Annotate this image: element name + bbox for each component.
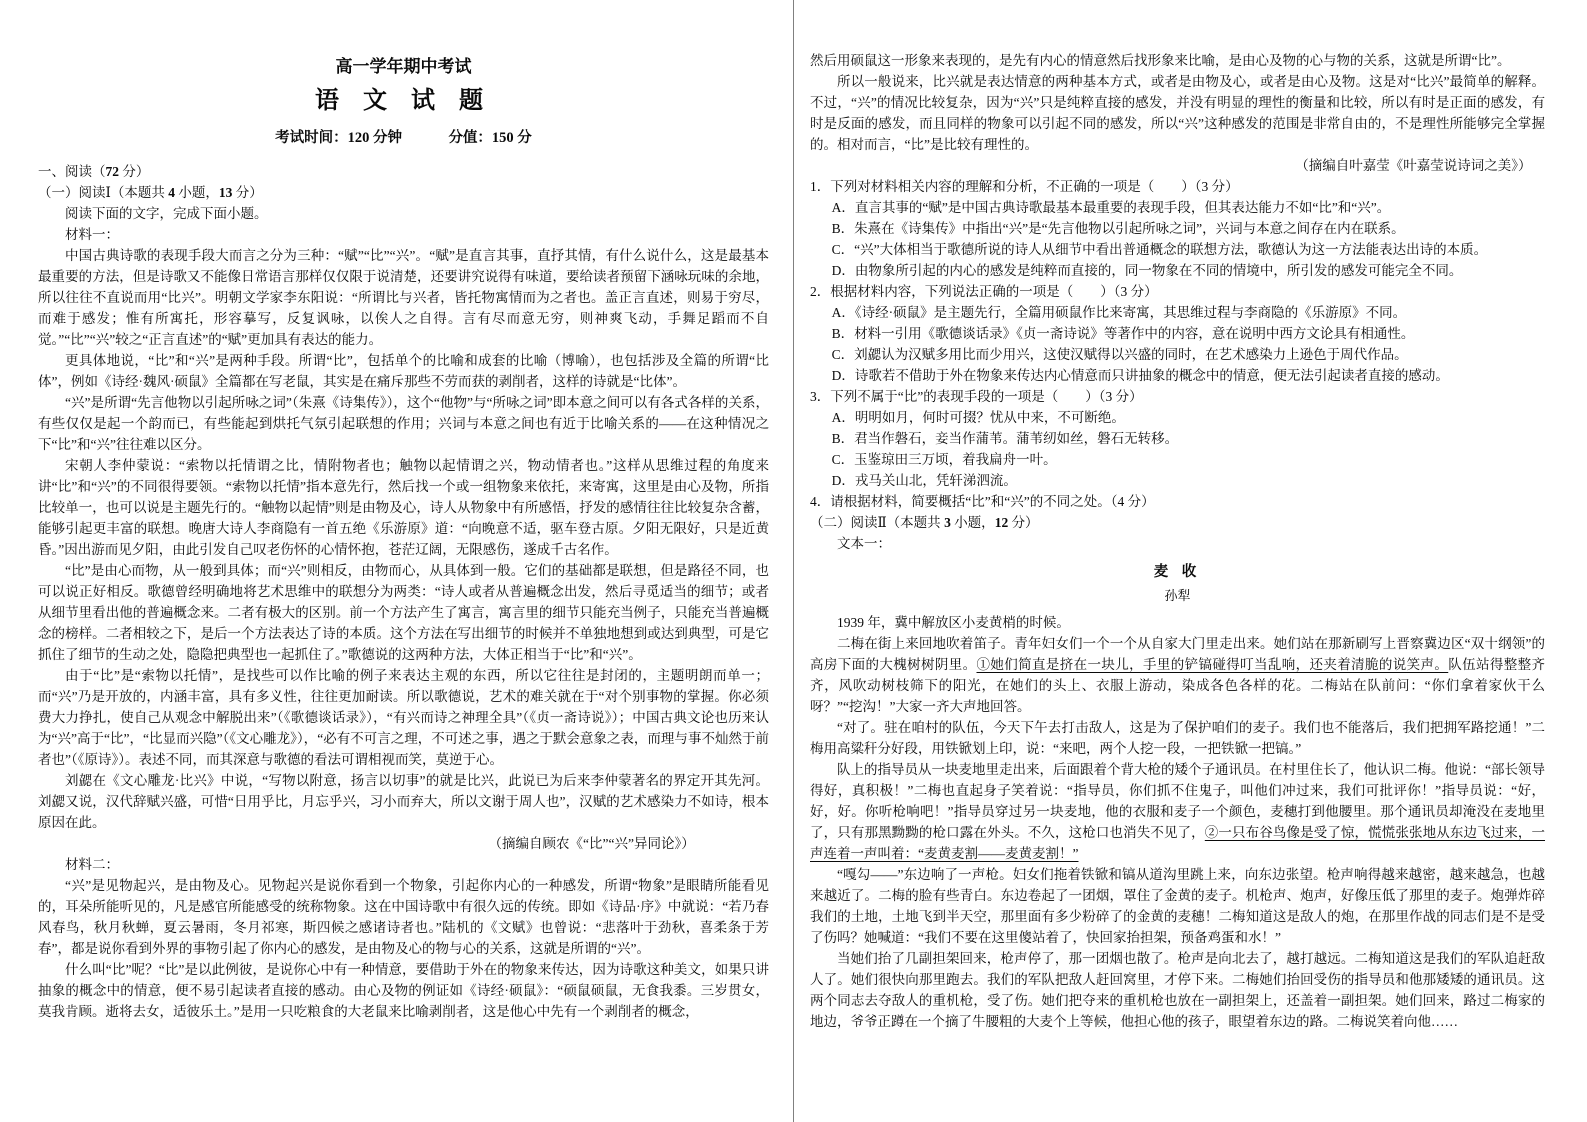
- option: A．《诗经·硕鼠》是主题先行，全篇用硕鼠作比来寄寓，其思维过程与李商隐的《乐游原》不同。: [831, 305, 1407, 320]
- question: 2．根据材料内容，下列说法正确的一项是（ ）（3 分）: [810, 284, 1158, 299]
- right-column: [793, 0, 1587, 1122]
- text-segment: 分）: [119, 164, 150, 179]
- paragraph: [810, 633, 1545, 717]
- source-attribution: （摘编自顾农《“比”“兴”异同论》）: [488, 836, 695, 851]
- option: C．“兴”大体相当于歌德所说的诗人从细节中看出普通概念的联想方法，歌德认为这一方法能表达出诗的本质。: [831, 242, 1488, 257]
- left-column-content: [38, 161, 769, 1022]
- paragraph: 刘勰在《文心雕龙·比兴》中说，“写物以附意，扬言以切事”的就是比兴，此说已为后来李仲蒙著名的界定开其先河。刘勰又说，汉代辞赋兴盛，可惜“日用乎比，月忘乎兴，习小而弃大，所以文谢于周人也”，汉赋的艺术感染力不如诗，根本原因在此。: [38, 773, 769, 830]
- text-segment: （二）阅读Ⅱ（本题共: [810, 515, 945, 530]
- bold-number: 72: [105, 164, 119, 179]
- instruction: 阅读下面的文字，完成下面小题。: [65, 206, 268, 221]
- text-segment: 分）: [1008, 515, 1039, 530]
- text-segment: （一）阅读Ⅰ（本题共: [38, 185, 169, 200]
- paragraph: 由于“比”是“索物以托情”，是找些可以作比喻的例子来表达主观的东西，所以它往往是封闭的，主题明朗而单一；而“兴”乃是开放的，内涵丰富，具有多义性，往往更加耐读。所以歌德说，艺术的难关就在于“对个别事物的掌握。你必须费大力挣扎，使自己从观念中解脱出来”（《歌德谈话录》），“有兴而诗之神理全具”（《贞一斋诗说》）；中国古典文论也历来认为“兴”高于“比”，“比显而兴隐”（《文心雕龙》），“必有不可言之理，不可述之事，遇之于默会意象之表，而理与事不灿然于前者也”（《原诗》）。表述不同，而其深意与歌德的看法可谓相视而笑，莫逆于心。: [38, 668, 769, 767]
- paragraph-continuation: 然后用硕鼠这一形象来表现的，是先有内心的情意然后找形象来比喻，是由心及物的心与物的关系，这就是所谓“比”。: [810, 53, 1511, 68]
- text-segment: 小题，: [174, 185, 219, 200]
- question: 3．下列不属于“比”的表现手段的一项是（ ）（3 分）: [810, 389, 1143, 404]
- text-segment: 队上的指导员从一块麦地里走出来，后面跟着个背大枪的矮个子通讯员。在村里住长了，他认识二梅。他说：“部长领导得好，真积极！”二梅也直起身子笑着说：“指导员，你们抓不住鬼子，叫他们冲过来，我们可批评你！”指导员说：“好，好，好。你听枪响吧！”指导员穿过另一块麦地，他的衣服和麦子一个颜色，麦穗打到他腰里。那个通讯员却淹没在麦地里了，只有那黑黝黝的枪口露在外头。不久，这枪口也消失不见了，: [810, 762, 1545, 840]
- exam-session-title: 高一学年期中考试: [335, 57, 472, 76]
- paragraph: 宋朝人李仲蒙说：“索物以托情谓之比，情附物者也；触物以起情谓之兴，物动情者也。”这样从思维过程的角度来讲“比”和“兴”的不同很得要领。“索物以托情”指本意先行，然后找一个或一组物象来依托，来寄寓，这里是由心及物，所指比较单一，也可以说是主题先行的。“触物以起情”则是由物及心，诗人从物象中有所感悟，抒发的感情往往比较复杂含蓄，能够引起更丰富的联想。晚唐大诗人李商隐有一首五绝《乐游原》道：“向晚意不适，驱车登古原。夕阳无限好，只是近黄昏。”因出游而见夕阳，由此引发自己叹老伤怀的心情怀抱，苍茫辽阔，无限感伤，遂成千古名作。: [38, 458, 769, 557]
- paragraph: 什么叫“比”呢？“比”是以此例彼，是说你心中有一种情意，要借助于外在的物象来传达，因为诗歌这种美文，如果只讲抽象的概念中的情意，便不易引起读者直接的感动。由心及物的例证如《诗经·硕鼠》：“硕鼠硕鼠，无食我黍。三岁贯女，莫我肯顾。逝将去女，适彼乐土。”是用一只吃粮食的大老鼠来比喻剥削者，这是他心中先有一个剥削者的概念，: [38, 962, 769, 1019]
- underlined-sentence: ①她们简直是挤在一块儿，手里的铲镐碰得叮当乱响，还夹着清脆的说笑声。: [976, 657, 1449, 672]
- text-segment: 分）: [232, 185, 263, 200]
- text-segment: 小题，: [950, 515, 995, 530]
- option: A．明明如月，何时可掇？忧从中来，不可断绝。: [831, 410, 1125, 425]
- paragraph: “嘎勾——”东边响了一声枪。妇女们拖着铁锨和镐从道沟里跳上来，向东边张望。枪声响得越来越密，越来越急，也越来越近了。二梅的脸有些青白。东边卷起了一团烟，罩住了金黄的麦子。机枪声、炮声，好像压低了那里的麦子。炮弹炸碎我们的土地，土地飞到半天空，那里面有多少粉碎了的金黄的麦穗！二梅知道这是敌人的炮，在那里作战的同志们是不是受了伤吗？她喊道：“我们不要在这里傻站着了，快回家抬担架，预备鸡蛋和水！”: [810, 867, 1545, 945]
- option: B．材料一引用《歌德谈话录》《贞一斋诗说》等著作中的内容，意在说明中西方文论具有相通性。: [831, 326, 1415, 341]
- source-attribution: （摘编自叶嘉莹《叶嘉莹说诗词之美》）: [1295, 158, 1532, 173]
- bold-number: 13: [218, 185, 233, 200]
- option: D．诗歌若不借助于外在物象来传达内心情意而只讲抽象的概念中的情意，便无法引起读者直接的感动。: [831, 368, 1449, 383]
- subsection-heading: [38, 182, 769, 203]
- option: D．戎马关山北，凭轩涕泗流。: [831, 473, 1017, 488]
- paragraph: 中国古典诗歌的表现手段大而言之分为三种：“赋”“比”“兴”。“赋”是直言其事，直抒其情，有什么说什么，这是最基本最重要的方法，但是诗歌又不能像日常语言那样仅仅限于说清楚，还要讲究说得有味道，要给读者预留下涵咏玩味的余地，所以往往不直说而用“比兴”。明朝文学家李东阳说：“所谓比与兴者，皆托物寓情而为之者也。盖正言直述，则易于穷尽，而难于感发；惟有所寓托，形容摹写，反复讽咏，以俟人之自得。言有尽而意无穷，则神爽飞动，手舞足蹈而不自觉。”“比”“兴”较之“正言直述”的“赋”更加具有表达的能力。: [38, 248, 769, 347]
- material-label: 材料二：: [65, 857, 119, 872]
- option: A．直言其事的“赋”是中国古典诗歌最基本最重要的表现手段，但其表达能力不如“比”和“兴”。: [831, 200, 1391, 215]
- text-title: 麦 收: [1153, 564, 1202, 580]
- underlined-sentence: ②一只布谷鸟像是受了惊，慌慌张张地从东边飞过来，一声连着一声叫着：“麦黄麦割——麦黄麦割！”: [810, 825, 1546, 861]
- paragraph: “比”是由心而物，从一般到具体；而“兴”则相反，由物而心，从具体到一般。它们的基础都是联想，但是路径不同，也可以说正好相反。歌德曾经明确地将艺术思维中的联想分为两类：“诗人或者从普遍概念出发，然后寻觅适当的细节；或者从细节里看出他的普遍概念来。二者有极大的区别。前一个方法产生了寓言，寓言里的细节只能充当例子，只能充当普遍概念的榜样。二者相较之下，是后一个方法表达了诗的本质。这个方法在写出细节的时候并不单独地想到或达到典型，可是它抓住了细节的生动之处，隐隐把典型也一起抓住了。”歌德说的这两种方法，大体正相当于“比”和“兴”。: [38, 563, 769, 662]
- left-column: [0, 0, 793, 1122]
- paragraph: 当她们抬了几副担架回来，枪声停了，那一团烟也散了。枪声是向北去了，越打越远。二梅知道这是我们的军队追赶敌人了。她们很快向那里跑去。我们的军队把敌人赶回窝里，才停下来。二梅她们抬回受伤的指导员和他那矮矮的通讯员。这两个同志去夺敌人的重机枪，受了伤。她们把夺来的重机枪也放在一副担架上，还盖着一副担架。她们回来，路过二梅家的地边，爷爷正蹲在一个摘了牛腰粗的大麦个上等候，他担心他的孩子，眼望着东边的路。二梅说笑着向他……: [810, 951, 1545, 1029]
- paragraph: [810, 759, 1545, 864]
- option: B．君当作磐石，妾当作蒲苇。蒲苇纫如丝，磐石无转移。: [831, 431, 1179, 446]
- exam-score: 分值：150 分: [448, 130, 532, 146]
- exam-duration: 考试时间：120 分钟: [275, 130, 403, 146]
- exam-meta: [38, 128, 769, 149]
- text-segment: 二梅在街上来回地吹着笛子。青年妇女们一个一个从自家大门里走出来。她们站在那新刷写上晋察冀边区“双十纲领”的高房下面的大槐树树阴里。: [810, 636, 1545, 672]
- paragraph: “兴”是见物起兴，是由物及心。见物起兴是说你看到一个物象，引起你内心的一种感发，所谓“物象”是眼睛所能看见的，耳朵所能听见的，凡是感官所能感受的统称物象。这在中国诗歌中有很久远的传统。即如《诗品·序》中就说：“若乃春风春鸟，秋月秋蝉，夏云暑雨，冬月祁寒，斯四候之感诸诗者也。”陆机的《文赋》也曾说：“悲落叶于劲秋，喜柔条于芳春”，都是说你看到外界的事物引起了你内心的感发，是由物及心的物与心的关系，这就是所谓的“兴”。: [38, 878, 769, 956]
- paragraph: 1939 年，冀中解放区小麦黄梢的时候。: [837, 615, 1070, 630]
- paper-title: 语 文 试 题: [315, 88, 492, 114]
- subsection-heading: [810, 512, 1545, 533]
- bold-number: 12: [994, 515, 1009, 530]
- option: C．刘勰认为汉赋多用比而少用兴，这使汉赋得以兴盛的同时，在艺术感染力上逊色于周代作品。: [831, 347, 1408, 362]
- text-segment: 队伍站得整整齐齐，风吹动树枝筛下的阳光，在她们的头上、衣服上游动，染成各色各样的花。二梅站在队前问：“你们拿着家伙干么呀？”“挖沟！”大家一齐大声地回答。: [810, 657, 1545, 714]
- paragraph: 所以一般说来，比兴就是表达情意的两种基本方式，或者是由物及心，或者是由心及物。这是对“比兴”最简单的解释。不过，“兴”的情况比较复杂，因为“兴”只是纯粹直接的感发，并没有明显的理性的衡量和比较，所以有时是正面的感发，有时是反面的感发，而且同样的物象可以引起不同的感发，所以“兴”这种感发的范围是非常自由的，不是理性所能够完全掌握的。相对而言，“比”是比较有理性的。: [810, 74, 1545, 152]
- text-author: 孙犁: [1164, 588, 1191, 603]
- bold-number: 4: [168, 185, 175, 200]
- option: D．由物象所引起的内心的感发是纯粹而直接的，同一物象在不同的情境中，所引发的感发可能完全不同。: [831, 263, 1463, 278]
- question: 1．下列对材料相关内容的理解和分析，不正确的一项是（ ）（3 分）: [810, 179, 1239, 194]
- paragraph: “对了。驻在咱村的队伍，今天下午去打击敌人，这是为了保护咱们的麦子。我们也不能落后，我们把拥军路挖通！”二梅用高粱秆分好段，用铁锨划上印，说：“来吧，两个人挖一段，一把铁锨一把镐。”: [810, 720, 1545, 756]
- paragraph: 更具体地说，“比”和“兴”是两种手段。所谓“比”，包括单个的比喻和成套的比喻（博喻），也包括涉及全篇的所谓“比体”，例如《诗经·魏风·硕鼠》全篇都在写老鼠，其实是在痛斥那些不劳而获的剥削者，这样的诗就是“比体”。: [38, 353, 769, 389]
- material-label: 材料一：: [65, 227, 119, 242]
- text-segment: 一、阅读（: [38, 164, 106, 179]
- paragraph: “兴”是所谓“先言他物以引起所咏之词”（朱熹《诗集传》），这个“他物”与“所咏之词”即本意之间可以有各式各样的关系，有些仅仅是起一个韵而已，有些能起到烘托气氛引起联想的作用；兴词与本意之间也有近于比喻关系的——在这种情况之下“比”和“兴”往往难以区分。: [38, 395, 769, 452]
- bold-number: 3: [944, 515, 951, 530]
- text-label: 文本一：: [837, 536, 891, 551]
- question: 4．请根据材料，简要概括“比”和“兴”的不同之处。（4 分）: [810, 494, 1155, 509]
- right-column-content: [810, 50, 1545, 1032]
- option: C．玉鉴琼田三万顷，着我扁舟一叶。: [831, 452, 1057, 467]
- option: B．朱熹在《诗集传》中指出“兴”是“先言他物以引起所咏之词”，兴词与本意之间存在内在联系。: [831, 221, 1405, 236]
- section-heading: [38, 161, 769, 182]
